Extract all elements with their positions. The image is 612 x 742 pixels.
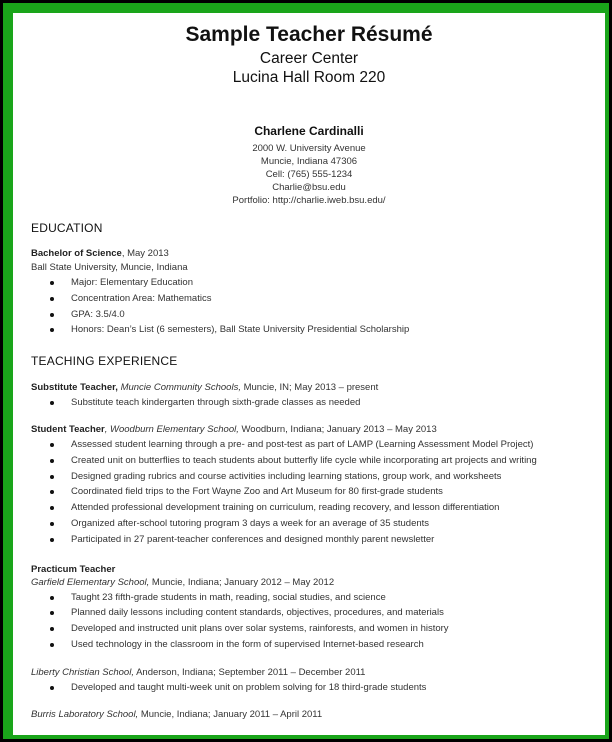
degree-name: Bachelor of Science bbox=[31, 248, 122, 259]
portfolio-line: Portfolio: http://charlie.iweb.bsu.edu/ bbox=[232, 195, 386, 206]
education-bullet: Honors: Dean’s List (6 semesters), Ball State University Presidential Scholarship bbox=[71, 324, 410, 335]
practicum-bullet: Taught 23 fifth-grade students in math, reading, social studies, and science bbox=[71, 592, 386, 603]
bullet-dot bbox=[50, 611, 54, 615]
education-bullet: Concentration Area: Mathematics bbox=[71, 293, 212, 304]
burris-org: Burris Laboratory School, bbox=[31, 709, 139, 720]
education-bullet: GPA: 3.5/4.0 bbox=[71, 309, 125, 320]
degree-line bbox=[31, 248, 169, 259]
bullet-dot bbox=[50, 596, 54, 600]
student-org: , Woodburn Elementary School, bbox=[104, 424, 239, 435]
bullet-dot bbox=[50, 443, 54, 447]
address-line: 2000 W. University Avenue bbox=[252, 143, 366, 154]
student-bullet: Organized after-school tutoring program 3 days a week for an average of 35 students bbox=[71, 518, 430, 529]
bullet-dot bbox=[50, 401, 54, 405]
email-line: Charlie@bsu.edu bbox=[272, 182, 346, 193]
school-line: Ball State University, Muncie, Indiana bbox=[31, 262, 188, 273]
document-page bbox=[13, 13, 605, 735]
burris-header bbox=[31, 709, 322, 720]
bullet-dot bbox=[50, 522, 54, 526]
liberty-bullet: Developed and taught multi-week unit on problem solving for 18 third-grade students bbox=[71, 682, 427, 693]
career-center: Career Center bbox=[259, 50, 359, 67]
student-bullet: Designed grading rubrics and course activities including learning stations, group work, and worksheets bbox=[71, 471, 502, 482]
bullet-dot bbox=[50, 506, 54, 510]
student-role: Student Teacher bbox=[31, 424, 105, 435]
city-line: Muncie, Indiana 47306 bbox=[260, 156, 358, 167]
bullet-dot bbox=[50, 475, 54, 479]
practicum-role-line bbox=[31, 564, 115, 575]
student-bullet: Participated in 27 parent-teacher conferences and designed monthly parent newsletter bbox=[71, 534, 435, 545]
practicum-details: Muncie, Indiana; January 2012 – May 2012 bbox=[149, 577, 335, 588]
substitute-details: Muncie, IN; May 2013 – present bbox=[240, 382, 379, 393]
student-bullet: Attended professional development training on curriculum, reading recovery, and lesson differentiation bbox=[71, 502, 500, 513]
bullet-dot bbox=[50, 490, 54, 494]
burris-details: Muncie, Indiana; January 2011 – April 2011 bbox=[138, 709, 323, 720]
resume-title: Sample Teacher Résumé bbox=[185, 23, 433, 46]
substitute-header bbox=[31, 382, 378, 393]
bullet-dot bbox=[50, 281, 54, 285]
bullet-dot bbox=[50, 459, 54, 463]
room-location: Lucina Hall Room 220 bbox=[232, 69, 386, 86]
practicum-bullet: Developed and instructed unit plans over solar systems, rainforests, and women in history bbox=[71, 623, 449, 634]
substitute-bullet: Substitute teach kindergarten through sixth-grade classes as needed bbox=[71, 397, 361, 408]
student-bullet: Coordinated field trips to the Fort Wayne Zoo and Art Museum for 80 first-grade students bbox=[71, 486, 443, 497]
cell-line: Cell: (765) 555-1234 bbox=[265, 169, 353, 180]
degree-date: , May 2013 bbox=[121, 248, 169, 259]
page-frame bbox=[3, 3, 609, 739]
substitute-org: Muncie Community Schools, bbox=[117, 382, 241, 393]
bullet-dot bbox=[50, 328, 54, 332]
bullet-dot bbox=[50, 627, 54, 631]
substitute-role: Substitute Teacher, bbox=[31, 382, 118, 393]
student-details: Woodburn, Indiana; January 2013 – May 2013 bbox=[238, 424, 437, 435]
liberty-details: Anderson, Indiana; September 2011 – December 2011 bbox=[133, 667, 366, 678]
experience-heading: TEACHING EXPERIENCE bbox=[31, 354, 178, 368]
liberty-header bbox=[31, 667, 365, 678]
bullet-dot bbox=[50, 643, 54, 647]
bullet-dot bbox=[50, 686, 54, 690]
practicum-role: Practicum Teacher bbox=[31, 564, 116, 575]
practicum-bullet: Used technology in the classroom in the form of supervised Internet-based research bbox=[71, 639, 424, 650]
student-bullet: Assessed student learning through a pre- and post-test as part of LAMP (Learning Assessment Model Project) bbox=[71, 439, 534, 450]
liberty-org: Liberty Christian School, bbox=[31, 667, 134, 678]
student-teacher-header bbox=[31, 424, 437, 435]
practicum-org: Garfield Elementary School, bbox=[31, 577, 150, 588]
practicum-org-line bbox=[31, 577, 334, 588]
bullet-dot bbox=[50, 297, 54, 301]
education-bullet: Major: Elementary Education bbox=[71, 277, 193, 288]
bullet-dot bbox=[50, 313, 54, 317]
bullet-dot bbox=[50, 538, 54, 542]
practicum-bullet: Planned daily lessons including content standards, objectives, procedures, and materials bbox=[71, 607, 444, 618]
student-bullet: Created unit on butterflies to teach students about butterfly life cycle while incorporating art projects and writing bbox=[71, 455, 537, 466]
candidate-name: Charlene Cardinalli bbox=[254, 124, 364, 138]
education-heading: EDUCATION bbox=[31, 221, 103, 235]
